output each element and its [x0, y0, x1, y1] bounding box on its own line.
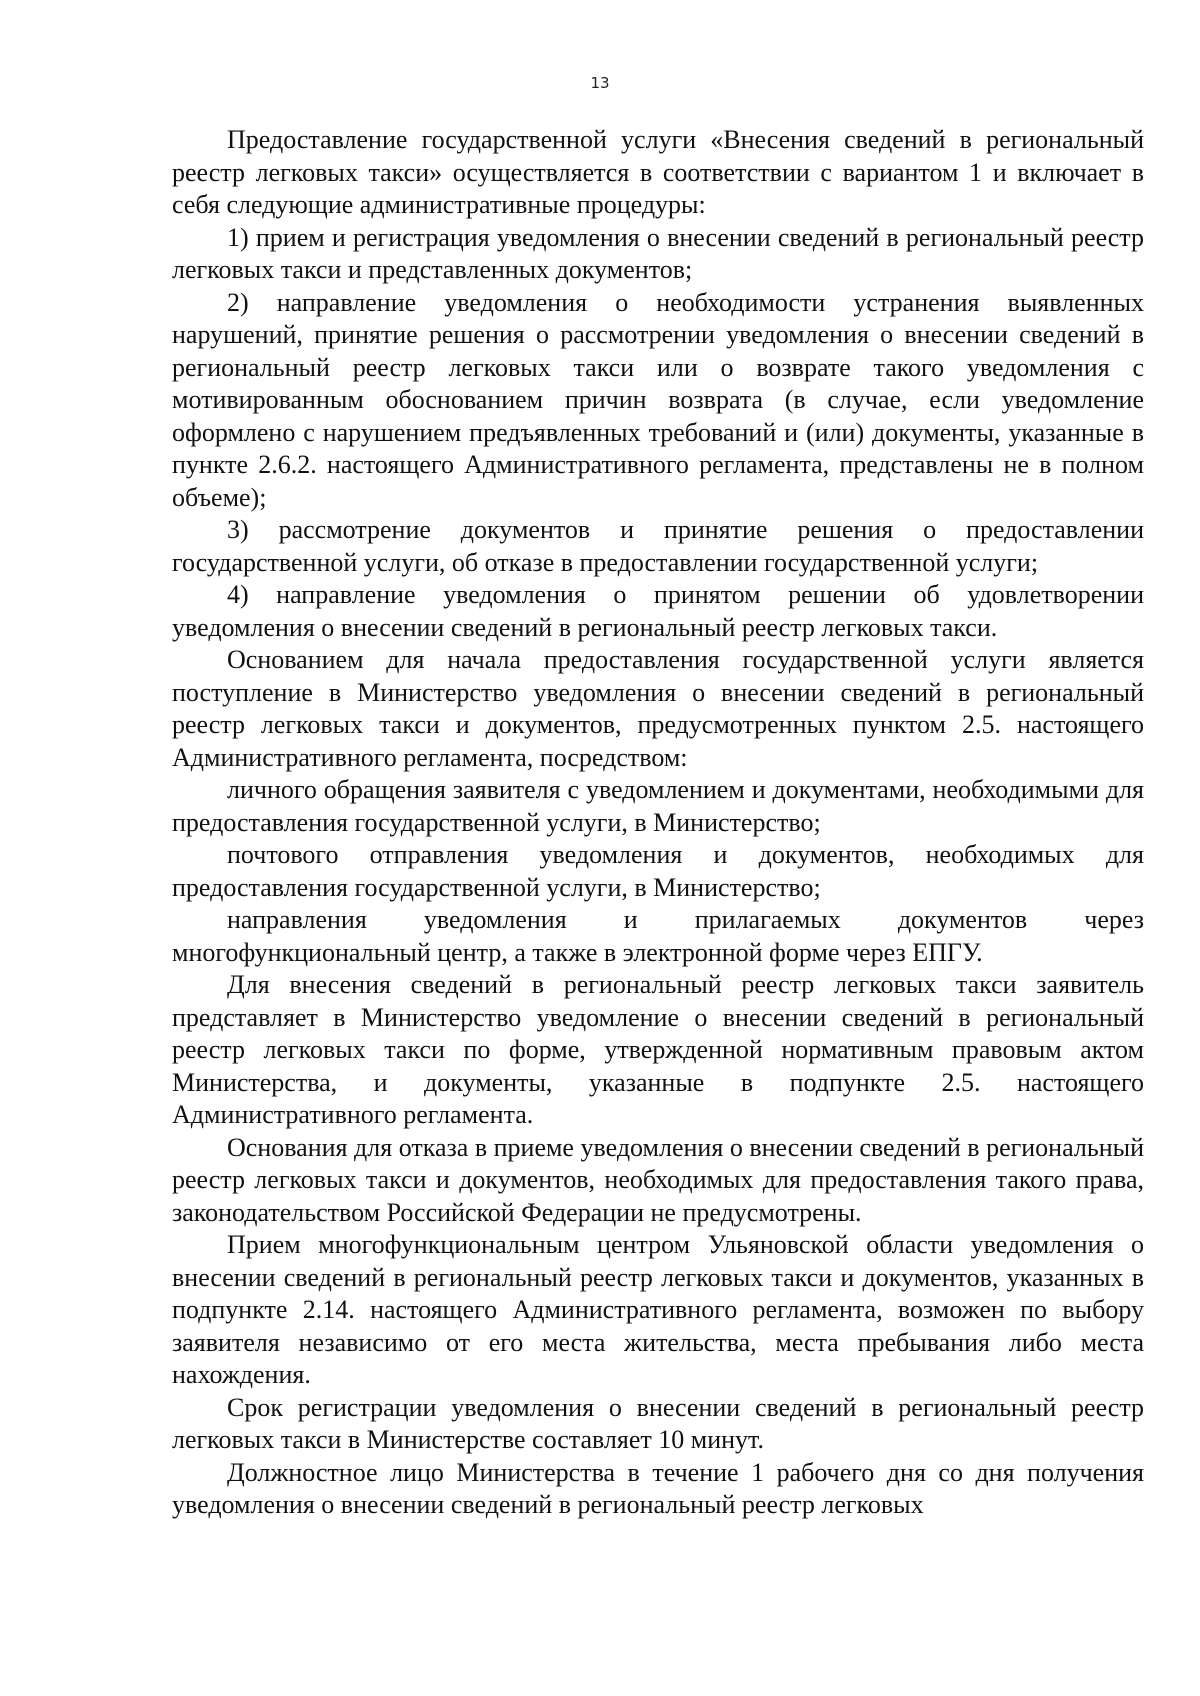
page-number: 13	[590, 74, 610, 92]
paragraph-mfc-epgu: направления уведомления и прилагаемых документов через многофункциональный центр, а также в электронной форме через ЕПГУ.	[172, 905, 1144, 967]
document-body	[172, 124, 1144, 1522]
paragraph-personal-appeal: личного обращения заявителя с уведомлением и документами, необходимыми для предоставления государственной услуги, в Министерство;	[172, 775, 1144, 837]
paragraph-procedure-2: 2) направление уведомления о необходимости устранения выявленных нарушений, принятие решения о рассмотрении уведомления о внесении сведений в региональный реестр легковых такси или о возврате такого уведомления с мотивированным обоснованием причин возврата (в случае, если уведомление оформлено с нарушением предъявленных требований и (или) документы, указанные в пункте 2.6.2. настоящего Административного регламента, представлены не в полном объеме);	[172, 287, 1144, 512]
paragraph-procedure-3: 3) рассмотрение документов и принятие решения о предоставлении государственной услуги, об отказе в предоставлении государственной услуги;	[172, 515, 1144, 577]
paragraph-grounds: Основанием для начала предоставления государственной услуги является поступление в Министерство уведомления о внесении сведений в региональный реестр легковых такси и документов, предусмотренных пунктом 2.5. настоящего Административного регламента, посредством:	[172, 645, 1144, 772]
paragraph-procedure-1: 1) прием и регистрация уведомления о внесении сведений в региональный реестр легковых такси и представленных документов;	[172, 222, 1144, 284]
paragraph-registration-term: Срок регистрации уведомления о внесении сведений в региональный реестр легковых такси в Министерстве составляет 10 минут.	[172, 1392, 1144, 1454]
paragraph-procedure-4: 4) направление уведомления о принятом решении об удовлетворении уведомления о внесении сведений в региональный реестр легковых такси.	[172, 580, 1144, 642]
paragraph-mfc-acceptance: Прием многофункциональным центром Ульяновской области уведомления о внесении сведений в региональный реестр легковых такси и документов, указанных в подпункте 2.14. настоящего Административного регламента, возможен по выбору заявителя независимо от его места жительства, места пребывания либо места нахождения.	[172, 1230, 1144, 1389]
paragraph-refusal-grounds: Основания для отказа в приеме уведомления о внесении сведений в региональный реестр легковых такси и документов, необходимых для предоставления такого права, законодательством Российской Федерации не предусмотрены.	[172, 1132, 1144, 1227]
paragraph-intro: Предоставление государственной услуги «Внесения сведений в региональный реестр легковых такси» осуществляется в соответствии с вариантом 1 и включает в себя следующие административные процедуры:	[172, 125, 1144, 219]
paragraph-application: Для внесения сведений в региональный реестр легковых такси заявитель представляет в Министерство уведомление о внесении сведений в региональный реестр легковых такси по форме, утвержденной нормативным правовым актом Министерства, и документы, указанные в подпункте 2.5. настоящего Административного регламента.	[172, 970, 1144, 1129]
paragraph-official: Должностное лицо Министерства в течение 1 рабочего дня со дня получения уведомления о внесении сведений в региональный реестр легковых	[172, 1457, 1144, 1519]
paragraph-postal: почтового отправления уведомления и документов, необходимых для предоставления государственной услуги, в Министерство;	[172, 840, 1144, 902]
